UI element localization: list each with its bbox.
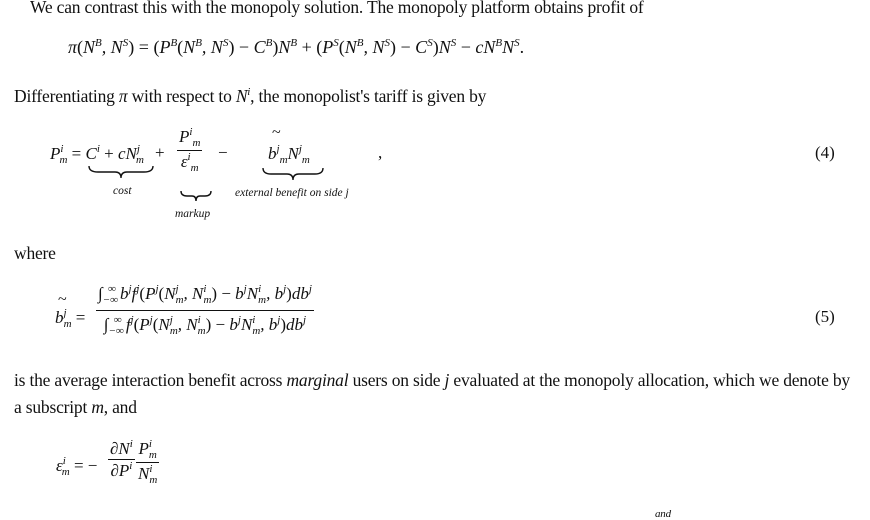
elasticity-equation: $\varepsilon^i_m$ = − — [56, 455, 98, 478]
sub-text-a: a subscript — [14, 397, 92, 417]
diff-N-sup: i — [247, 86, 251, 98]
paragraph-subscript — [14, 397, 137, 418]
sub-text-b: , and — [103, 397, 137, 417]
tilde-mark-eq5: ~ — [58, 291, 67, 308]
diff-text-a: Differentiating — [14, 86, 119, 106]
paragraph-differentiating — [14, 86, 486, 107]
cost-label: cost — [113, 185, 132, 197]
elasticity-fraction-2: $\frac{P^i_m}{N^i_m}$ — [138, 438, 158, 487]
markup-underbrace — [180, 190, 212, 202]
paragraph-intro — [30, 0, 644, 18]
equation-4-number: (4) — [815, 143, 835, 162]
equation-4-comma: , — [378, 143, 383, 162]
intro-text: We can contrast this with the monopoly solution. The monopoly platform obtains profit of — [30, 0, 644, 17]
avg-text-b: users on side — [348, 370, 445, 390]
avg-text-a: is the average interaction benefit across — [14, 370, 287, 390]
equation-4-minus: − — [218, 143, 228, 162]
equation-5-fraction: $\frac{\int_{-\infty}^\infty b^jf^j(P^j(N^j_m, N^i_m) - b^jN^i_m, b^j)db^j}{\int_{-\infty}^\infty f^j(P^j(N^j_m, N^i_m) - b^jN^i_m, b^j)db^j}$ — [98, 283, 312, 338]
equation-5-number: (5) — [815, 307, 835, 326]
external-underbrace — [262, 167, 324, 181]
avg-marginal: marginal — [286, 370, 349, 390]
sub-m: m — [91, 397, 104, 417]
diff-text-b: with respect to — [127, 86, 236, 106]
cutoff-fragment: and — [655, 508, 671, 520]
diff-text-c: , the monopolist's tariff is given by — [250, 86, 487, 106]
avg-text-c: evaluated at the monopoly allocation, which we denote by — [449, 370, 850, 390]
equation-4-external-term: $b^j_mN^j_m$ — [268, 143, 310, 166]
equation-4-markup-fraction: + $\frac{P^i_m}{\varepsilon^i_m}$ — [155, 126, 201, 175]
cost-underbrace — [88, 165, 154, 179]
diff-pi: π — [118, 86, 128, 106]
where-text: where — [14, 243, 56, 263]
tilde-mark: ~ — [272, 124, 281, 141]
markup-label: markup — [175, 208, 211, 220]
diff-N: N — [235, 86, 248, 106]
elasticity-fraction-1: $\frac{\partial N^i}{\partial P^i}$ — [110, 438, 133, 481]
profit-equation: $\pi(N^B$, $N^S) = (P^B(N^B$, $N^S) - C^B)N^B + (P^S(N^B$, $N^S) - C^S)N^S - cN^BN^S$. — [68, 37, 525, 57]
equation-4: $P^i_m = C^i + cN^j_m$ — [50, 143, 144, 166]
avg-j: j — [444, 370, 450, 390]
equation-5-lhs: $b^j_m$ = — [55, 307, 86, 330]
external-benefit-label: external benefit on side j — [235, 187, 349, 199]
paragraph-average-benefit — [14, 370, 850, 391]
